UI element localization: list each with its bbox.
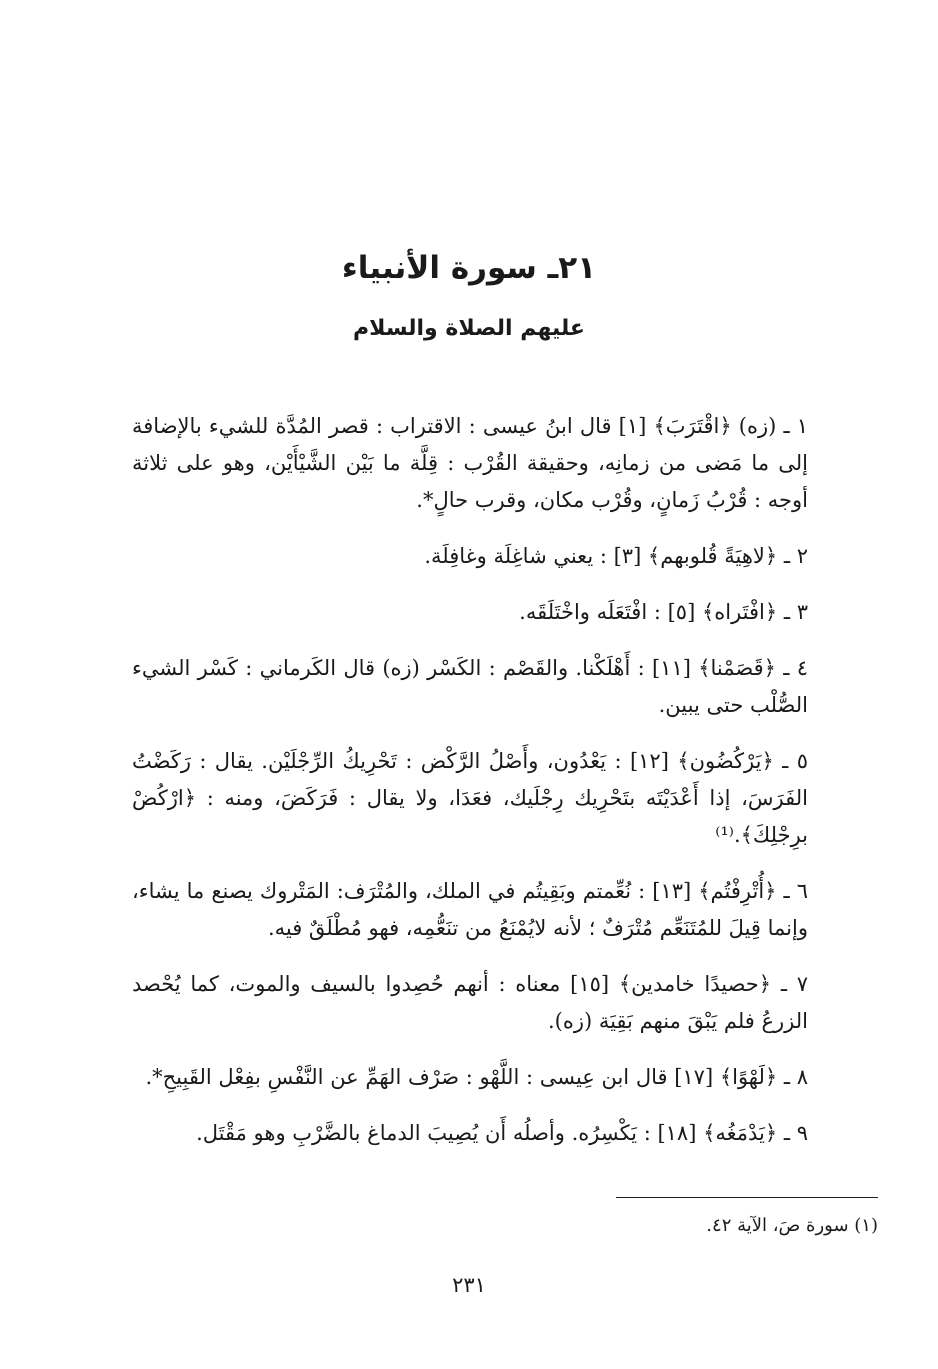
entry-5	[132, 743, 808, 854]
entry-text: ﴿يَرْكُضُون﴾ [١٢] : يَعْدُون، وأَصْلُ الرَّكْض : تَحْرِيكُ الرِّجْلَيْن. يقال : رَكَضْتُ الفَرَسَ، إذا أَعْدَيْتَه بتَحْرِيك رِجْلَيك، فعَدَا، ولا يقال : فَرَكَضَ، ومنه : ﴿ارْكُضْ برِجْلِكَ﴾.⁽¹⁾	[132, 749, 808, 847]
entry-2	[132, 538, 808, 575]
entry-text: ﴿يَدْمَغُه﴾ [١٨] : يَكْسِرُه. وأصلُه أَن يُصِيبَ الدماغ بالضَّرْبِ وهو مَقْتَل.	[196, 1121, 778, 1145]
entry-number: ٤ ـ	[783, 656, 808, 680]
entry-1	[132, 408, 808, 519]
entry-text: ﴿قَصَمْنا﴾ [١١] : أَهْلَكْنا. والقَصْم : الكَسْر (زه) قال الكَرماني : كَسْر الشيء الصُّلْب حتى يبين.	[132, 656, 808, 717]
entry-number: ٩ ـ	[783, 1121, 808, 1145]
entry-8	[132, 1059, 808, 1096]
entry-3	[132, 594, 808, 631]
entry-number: ٦ ـ	[783, 879, 808, 903]
entry-text: ﴿لَهْوًا﴾ [١٧] قال ابن عِيسى : اللَّهْو : صَرْف الهَمِّ عن النَّفْسِ بفِعْل القَبِيحِ*.	[145, 1065, 778, 1089]
entry-6	[132, 873, 808, 947]
entries-list	[132, 408, 808, 1171]
footnote: (١) سورة صَ، الآية ٤٢.	[706, 1215, 878, 1236]
entry-text: ﴿لاهِيَةً قُلوبهم﴾ [٣] : يعني شاغِلَة وغافِلَة.	[424, 544, 778, 568]
entry-text: (زه) ﴿اقْتَرَبَ﴾ [١] قال ابنُ عيسى : الاقتراب : قصر المُدَّة للشيء بالإضافة إلى ما مَضى من زمانِه، وحقيقة القُرْب : قِلَّة ما بَيْن الشَّيْأَيْن، وهو على ثلاثة أوجه : قُرْبُ زَمانٍ، وقُرْب مكان، وقرب حالٍ*.	[132, 414, 808, 512]
entry-number: ١ ـ	[783, 414, 808, 438]
entry-9	[132, 1115, 808, 1152]
entry-number: ٥ ـ	[782, 749, 808, 773]
page-number: ٢٣١	[452, 1273, 486, 1297]
entry-text: ﴿افْتَراه﴾ [٥] : افْتَعَلَه واخْتَلَقَه.	[519, 600, 778, 624]
entry-number: ٨ ـ	[783, 1065, 808, 1089]
entry-number: ٧ ـ	[780, 972, 808, 996]
surah-subtitle: عليهم الصلاة والسلام	[353, 316, 585, 341]
surah-title: ٢١ـ سورة الأنبياء	[341, 250, 597, 286]
footnote-divider	[616, 1197, 878, 1198]
entry-text: ﴿أُتْرِفْتُم﴾ [١٣] : نُعِّمتم وبَقِيتُم في الملك، والمُتْرَف: المَتْروك يصنع ما يشاء، وإنما قِيلَ للمُتَنَعِّم مُتْرَفٌ ؛ لأنه لايُمْنَعُ من تنَعُّمِه، فهو مُطْلَقٌ فيه.	[132, 879, 808, 940]
entry-4	[132, 650, 808, 724]
entry-7	[132, 966, 808, 1040]
entry-text: ﴿حصيدًا خامدين﴾ [١٥] معناه : أنهم حُصِدوا بالسيف والموت، كما يُحْصد الزرعُ فلم يَبْقَ منهم بَقِيَة (زه).	[132, 972, 808, 1033]
entry-number: ٢ ـ	[783, 544, 808, 568]
entry-number: ٣ ـ	[783, 600, 808, 624]
